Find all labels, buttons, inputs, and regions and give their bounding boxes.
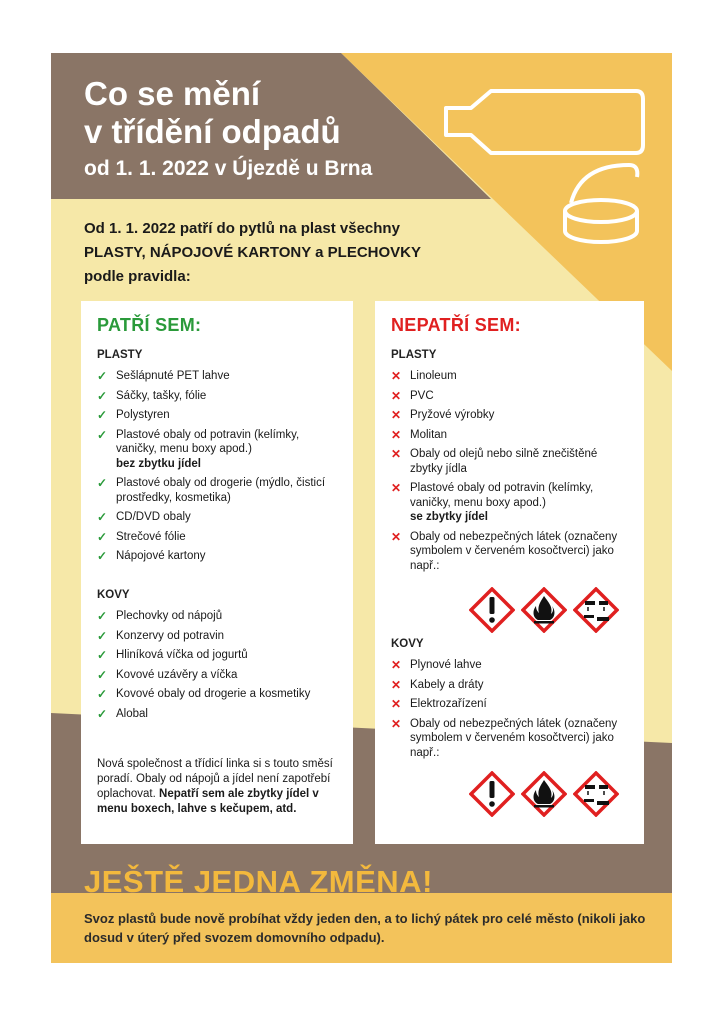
not-allowed-metals-label: KOVY — [391, 638, 424, 650]
list-item-text: Hliníková víčka od jogurtů — [116, 649, 248, 661]
banner-title: JEŠTĚ JEDNA ZMĚNA! — [84, 864, 433, 899]
flame-icon — [521, 587, 567, 633]
list-item-text: Plechovky od nápojů — [116, 610, 223, 622]
list-item-text: Kabely a dráty — [410, 678, 484, 691]
list-item-text: Strečové fólie — [116, 530, 186, 543]
check-icon: ✓ — [97, 510, 108, 524]
list-item — [97, 707, 337, 722]
list-item-bold: bez zbytku jídel — [116, 457, 201, 470]
not-allowed-heading: NEPATŘÍ SEM: — [391, 315, 521, 335]
list-item-text: Plastové obaly od potravin (kelímky, vaničky, menu boxy apod.) — [116, 428, 300, 455]
list-item — [391, 678, 631, 693]
list-item — [97, 609, 337, 624]
allowed-note-bold: Nepatří sem ale zbytky jídel v menu boxech, lahve s kečupem, atd. — [97, 788, 319, 815]
list-item-text: Pryžové výrobky — [410, 409, 495, 421]
check-icon: ✓ — [97, 687, 108, 701]
allowed-heading: PATŘÍ SEM: — [97, 315, 202, 335]
list-item — [97, 476, 337, 505]
cross-icon: ✕ — [391, 447, 402, 461]
cross-icon: ✕ — [391, 408, 402, 422]
list-item — [391, 530, 631, 574]
cross-icon: ✕ — [391, 529, 402, 544]
list-item — [97, 530, 337, 545]
list-item — [391, 428, 631, 443]
cross-icon: ✕ — [391, 427, 402, 442]
check-icon: ✓ — [97, 648, 108, 662]
exclamation-icon — [469, 771, 515, 817]
cross-icon: ✕ — [391, 677, 402, 692]
intro — [84, 217, 524, 289]
list-item — [391, 447, 631, 476]
list-item-text: Obaly od nebezpečných látek (označeny symbolem v červeném kosočtverci) jako např.: — [410, 530, 618, 572]
not-allowed-metals-list — [391, 658, 631, 765]
list-item — [391, 389, 631, 404]
cross-icon: ✕ — [391, 388, 402, 403]
list-item-text: Plastové obaly od drogerie (mýdlo, čisticí prostředky, kosmetika) — [116, 477, 326, 504]
list-item-text: Kovové uzávěry a víčka — [116, 668, 238, 681]
list-item-text: Konzervy od potravin — [116, 629, 225, 642]
cross-icon: ✕ — [391, 481, 402, 495]
list-item — [97, 687, 337, 702]
list-item-bold: se zbytky jídel — [410, 511, 488, 523]
corrosive-icon — [573, 771, 619, 817]
list-item — [97, 408, 337, 423]
list-item — [97, 629, 337, 644]
list-item-text: Obaly od nebezpečných látek (označeny symbolem v červeném kosočtverci) jako např.: — [410, 717, 618, 759]
check-icon: ✓ — [97, 667, 108, 682]
list-item — [391, 717, 631, 761]
not-allowed-plastics-label: PLASTY — [391, 349, 437, 361]
check-icon: ✓ — [97, 408, 108, 422]
check-icon: ✓ — [97, 609, 108, 623]
corrosive-icon — [573, 587, 619, 633]
list-item — [97, 648, 337, 663]
not-allowed-plastics-list — [391, 369, 631, 578]
list-item-text: Plynové lahve — [410, 659, 482, 671]
hazard-icons-plastics — [469, 587, 619, 633]
list-item — [391, 658, 631, 673]
list-item-text: Plastové obaly od potravin (kelímky, vaničky, menu boxy apod.) — [410, 482, 594, 509]
list-item — [391, 481, 631, 525]
check-icon: ✓ — [97, 549, 108, 563]
not-allowed-card — [375, 301, 644, 844]
list-item — [97, 369, 337, 384]
check-icon: ✓ — [97, 388, 108, 403]
list-item-text: Elektrozařízení — [410, 698, 487, 710]
cross-icon: ✕ — [391, 716, 402, 731]
check-icon: ✓ — [97, 706, 108, 721]
check-icon: ✓ — [97, 476, 108, 490]
cross-icon: ✕ — [391, 697, 402, 711]
allowed-metals-label: KOVY — [97, 589, 130, 601]
list-item-text: Alobal — [116, 707, 148, 720]
list-item — [97, 428, 337, 472]
list-item-text: Sešlápnuté PET lahve — [116, 370, 230, 382]
intro-line-3: podle pravidla: — [84, 268, 191, 285]
list-item-text: Linoleum — [410, 370, 457, 382]
banner-text: Svoz plastů bude nově probíhat vždy jeden den, a to lichý pátek pro celé město (nikoli jako dosud v úterý před svozem domovního odpadu). — [84, 911, 646, 945]
subtitle: od 1. 1. 2022 v Újezdě u Brna — [84, 157, 373, 180]
list-item-text: PVC — [410, 389, 434, 402]
list-item — [391, 408, 631, 423]
list-item-text: Kovové obaly od drogerie a kosmetiky — [116, 688, 311, 700]
allowed-note-text: Nová společnost a třídicí linka si s touto směsí poradí. Obaly od nápojů a jídel není zapotřebí oplachovat. — [97, 758, 333, 800]
title-line-1: Co se mění — [84, 75, 261, 112]
intro-line-1: Od 1. 1. 2022 patří do pytlů na plast všechny — [84, 220, 400, 237]
list-item-text: Nápojové kartony — [116, 550, 206, 562]
allowed-plastics-list — [97, 369, 337, 569]
list-item-text: Polystyren — [116, 409, 170, 421]
exclamation-icon — [469, 587, 515, 633]
allowed-card — [81, 301, 353, 844]
list-item — [97, 549, 337, 564]
title-line-2: v třídění odpadů — [84, 113, 341, 150]
poster — [51, 53, 672, 963]
check-icon: ✓ — [97, 628, 108, 643]
allowed-metals-list — [97, 609, 337, 726]
flame-icon — [521, 771, 567, 817]
list-item — [391, 369, 631, 384]
list-item — [97, 668, 337, 683]
check-icon: ✓ — [97, 529, 108, 544]
intro-line-2: PLASTY, NÁPOJOVÉ KARTONY a PLECHOVKY — [84, 244, 422, 261]
cross-icon: ✕ — [391, 658, 402, 672]
list-item — [97, 510, 337, 525]
list-item-text: Obaly od olejů nebo silně znečištěné zbytky jídla — [410, 448, 598, 475]
check-icon: ✓ — [97, 369, 108, 383]
list-item-text: Molitan — [410, 428, 448, 441]
cross-icon: ✕ — [391, 369, 402, 383]
list-item — [97, 389, 337, 404]
list-item — [391, 697, 631, 712]
check-icon: ✓ — [97, 427, 108, 442]
list-item-text: CD/DVD obaly — [116, 511, 191, 523]
list-item-text: Sáčky, tašky, fólie — [116, 389, 207, 402]
hazard-icons-metals — [469, 771, 619, 817]
allowed-plastics-label: PLASTY — [97, 349, 143, 361]
allowed-note — [97, 757, 337, 817]
